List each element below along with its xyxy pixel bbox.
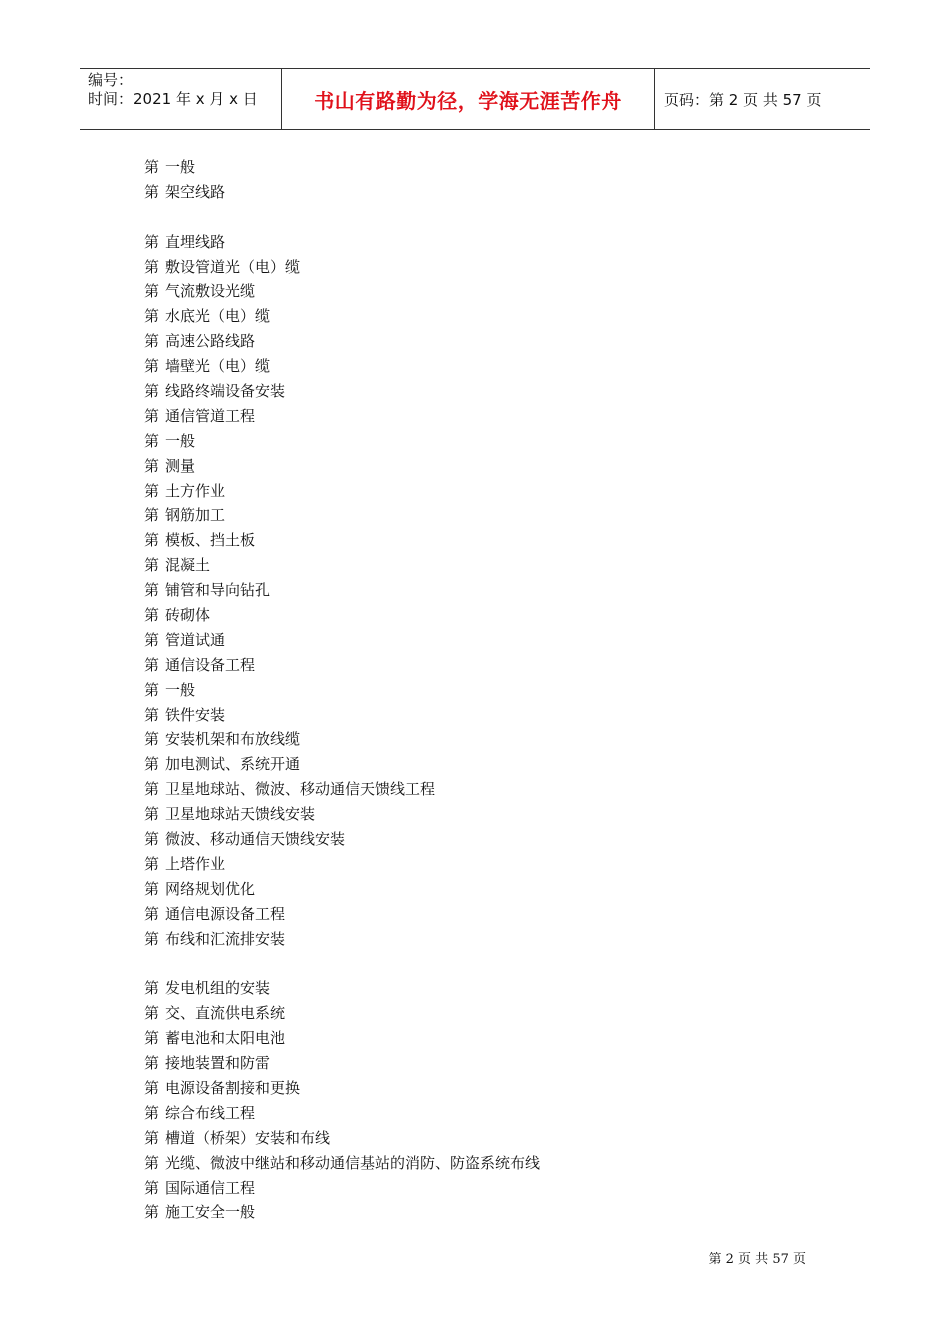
toc-item-title: 钢筋加工 — [165, 506, 226, 525]
toc-item-prefix: 第 — [144, 556, 160, 575]
toc-item — [144, 1200, 540, 1225]
toc-item-prefix: 第 — [144, 929, 160, 948]
page-footer: 第 2 页 共 57 页 — [708, 1252, 806, 1267]
toc-item-title: 混凝土 — [165, 556, 211, 575]
toc-item-title: 加电测试、系统开通 — [165, 755, 301, 774]
toc-item-title: 通信设备工程 — [165, 655, 256, 674]
toc-item-title: 直埋线路 — [165, 232, 226, 251]
toc-item-prefix: 第 — [144, 705, 160, 724]
toc-item-prefix: 第 — [144, 854, 160, 873]
toc-item — [144, 1001, 540, 1026]
toc-item-title: 综合布线工程 — [165, 1103, 256, 1122]
toc-item-title: 水底光（电）缆 — [165, 307, 271, 326]
toc-item-prefix: 第 — [144, 1178, 160, 1197]
toc-item — [144, 877, 540, 902]
toc-item-prefix: 第 — [144, 257, 160, 276]
toc-item — [144, 703, 540, 728]
toc-item-title: 线路终端设备安装 — [165, 382, 286, 401]
toc-item — [144, 479, 540, 504]
header-motto-cell — [282, 69, 655, 129]
toc-item-title: 高速公路线路 — [165, 332, 256, 351]
toc-item — [144, 155, 540, 180]
toc-item — [144, 777, 540, 802]
toc-item-title: 光缆、微波中继站和移动通信基站的消防、防盗系统布线 — [165, 1153, 541, 1172]
toc-item-title: 墙壁光（电）缆 — [165, 357, 271, 376]
toc-item-prefix: 第 — [144, 182, 160, 201]
toc-item-prefix: 第 — [144, 904, 160, 923]
toc-item-prefix: 第 — [144, 581, 160, 600]
toc-item — [144, 976, 540, 1001]
toc-item — [144, 1051, 540, 1076]
toc-item-title: 安装机架和布放线缆 — [165, 730, 301, 749]
toc-item-title: 微波、移动通信天馈线安装 — [165, 830, 346, 849]
toc-item-prefix: 第 — [144, 158, 160, 176]
toc-item-title: 槽道（桥架）安装和布线 — [165, 1128, 331, 1147]
toc-item — [144, 180, 540, 205]
toc-item-prefix: 第 — [144, 531, 160, 550]
toc-item-title: 测量 — [165, 456, 196, 475]
toc-item-prefix: 第 — [144, 1153, 160, 1172]
toc-item-title: 上塔作业 — [165, 854, 226, 873]
table-of-contents — [144, 155, 540, 1225]
toc-item-title: 交、直流供电系统 — [165, 1004, 286, 1023]
toc-item-title: 气流敷设光缆 — [165, 282, 256, 301]
toc-item — [144, 454, 540, 479]
toc-item — [144, 902, 540, 927]
toc-item-prefix: 第 — [144, 755, 160, 774]
toc-item-prefix: 第 — [144, 1103, 160, 1122]
toc-item — [144, 727, 540, 752]
toc-item-prefix: 第 — [144, 307, 160, 326]
toc-item — [144, 354, 540, 379]
toc-item-title: 国际通信工程 — [165, 1178, 256, 1197]
toc-item-title: 模板、挡土板 — [165, 531, 256, 550]
toc-item-title: 砖砌体 — [165, 606, 211, 625]
document-header — [80, 68, 870, 130]
toc-item-title: 布线和汇流排安装 — [165, 929, 286, 948]
toc-item — [144, 1076, 540, 1101]
toc-item-title: 铁件安装 — [165, 705, 226, 724]
toc-item-prefix: 第 — [144, 780, 160, 799]
toc-item-title: 管道试通 — [165, 630, 226, 649]
toc-item-prefix: 第 — [144, 357, 160, 376]
toc-item-prefix: 第 — [144, 1203, 160, 1222]
toc-item — [144, 678, 540, 703]
toc-item — [144, 927, 540, 952]
toc-item-prefix: 第 — [144, 730, 160, 749]
toc-item — [144, 1026, 540, 1051]
toc-item-prefix: 第 — [144, 1004, 160, 1023]
toc-item-title: 施工安全一般 — [165, 1203, 256, 1222]
toc-item-title: 敷设管道光（电）缆 — [165, 257, 301, 276]
header-page-cell — [655, 69, 870, 129]
toc-item — [144, 752, 540, 777]
toc-item-title: 接地装置和防雷 — [165, 1054, 271, 1073]
toc-item-prefix: 第 — [144, 282, 160, 301]
toc-item-title: 网络规划优化 — [165, 879, 256, 898]
toc-item — [144, 329, 540, 354]
toc-item — [144, 802, 540, 827]
toc-item-prefix: 第 — [144, 506, 160, 525]
toc-item — [144, 379, 540, 404]
toc-blank-line — [144, 205, 540, 230]
toc-blank-line — [144, 952, 540, 977]
toc-item — [144, 528, 540, 553]
toc-item — [144, 1126, 540, 1151]
toc-item — [144, 429, 540, 454]
motto: 书山有路勤为径，学海无涯苦作舟 — [314, 88, 622, 113]
toc-item-prefix: 第 — [144, 805, 160, 824]
page-label: 页码：第 2 页 共 57 页 — [664, 90, 822, 109]
toc-item-prefix: 第 — [144, 1054, 160, 1073]
time-label: 时间：2021 年 x 月 x 日 — [88, 90, 258, 108]
toc-item-title: 卫星地球站天馈线安装 — [165, 805, 316, 824]
toc-item — [144, 404, 540, 429]
toc-item-prefix: 第 — [144, 830, 160, 849]
toc-item — [144, 503, 540, 528]
toc-item — [144, 255, 540, 280]
toc-item-prefix: 第 — [144, 1078, 160, 1097]
toc-item — [144, 279, 540, 304]
toc-item-prefix: 第 — [144, 232, 160, 251]
toc-item-prefix: 第 — [144, 406, 160, 425]
toc-item-title: 通信管道工程 — [165, 406, 256, 425]
header-meta — [80, 69, 282, 129]
toc-item-prefix: 第 — [144, 979, 160, 998]
toc-item-prefix: 第 — [144, 481, 160, 500]
toc-item-prefix: 第 — [144, 655, 160, 674]
toc-item — [144, 653, 540, 678]
toc-item-title: 一般 — [165, 158, 196, 176]
toc-item-prefix: 第 — [144, 680, 160, 699]
toc-item — [144, 230, 540, 255]
toc-item-title: 发电机组的安装 — [165, 979, 271, 998]
toc-item-title: 电源设备割接和更换 — [165, 1078, 301, 1097]
toc-item-prefix: 第 — [144, 630, 160, 649]
toc-item-title: 铺管和导向钻孔 — [165, 581, 271, 600]
toc-item — [144, 1101, 540, 1126]
toc-item-title: 一般 — [165, 680, 196, 699]
toc-item-title: 架空线路 — [165, 182, 226, 201]
toc-item-prefix: 第 — [144, 332, 160, 351]
toc-item-title: 蓄电池和太阳电池 — [165, 1029, 286, 1048]
toc-item — [144, 827, 540, 852]
toc-item-title: 通信电源设备工程 — [165, 904, 286, 923]
toc-item-title: 一般 — [165, 431, 196, 450]
toc-item-prefix: 第 — [144, 1029, 160, 1048]
toc-item-prefix: 第 — [144, 456, 160, 475]
toc-item-prefix: 第 — [144, 382, 160, 401]
toc-item — [144, 1151, 540, 1176]
toc-item-title: 卫星地球站、微波、移动通信天馈线工程 — [165, 780, 436, 799]
toc-item — [144, 628, 540, 653]
toc-item-title: 土方作业 — [165, 481, 226, 500]
toc-item — [144, 553, 540, 578]
toc-item — [144, 578, 540, 603]
toc-item-prefix: 第 — [144, 1128, 160, 1147]
toc-item — [144, 852, 540, 877]
toc-item — [144, 1176, 540, 1201]
number-label: 编号： — [88, 71, 134, 89]
toc-item — [144, 603, 540, 628]
toc-item-prefix: 第 — [144, 606, 160, 625]
toc-item-prefix: 第 — [144, 879, 160, 898]
toc-item — [144, 304, 540, 329]
toc-item-prefix: 第 — [144, 431, 160, 450]
